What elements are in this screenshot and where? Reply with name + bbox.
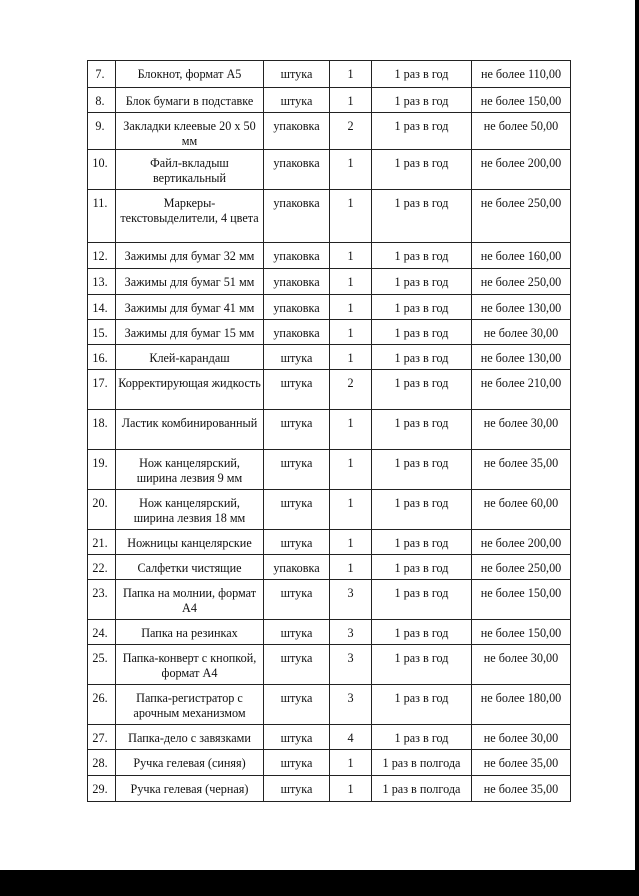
frequency-cell: 1 раз в год <box>372 345 472 370</box>
price-limit-cell: не более 35,00 <box>472 450 571 490</box>
item-name-cell: Зажимы для бумаг 41 мм <box>116 295 264 320</box>
row-number-cell: 7. <box>88 61 116 88</box>
quantity-cell: 1 <box>330 776 372 802</box>
frequency-cell: 1 раз в год <box>372 88 472 113</box>
table-row <box>88 410 571 450</box>
quantity-cell: 1 <box>330 320 372 345</box>
frequency-cell: 1 раз в полгода <box>372 750 472 776</box>
frequency-cell: 1 раз в год <box>372 490 472 530</box>
frequency-cell: 1 раз в год <box>372 555 472 580</box>
row-number-cell: 12. <box>88 243 116 269</box>
table-row <box>88 490 571 530</box>
price-limit-cell: не более 250,00 <box>472 555 571 580</box>
row-number-cell: 19. <box>88 450 116 490</box>
price-limit-cell: не более 160,00 <box>472 243 571 269</box>
item-name-cell: Клей-карандаш <box>116 345 264 370</box>
row-number-cell: 8. <box>88 88 116 113</box>
unit-cell: упаковка <box>264 243 330 269</box>
price-limit-cell: не более 200,00 <box>472 150 571 190</box>
frequency-cell: 1 раз в год <box>372 450 472 490</box>
frequency-cell: 1 раз в год <box>372 580 472 620</box>
table-body <box>88 61 571 802</box>
price-limit-cell: не более 250,00 <box>472 269 571 295</box>
row-number-cell: 9. <box>88 113 116 150</box>
table-row <box>88 320 571 345</box>
unit-cell: штука <box>264 776 330 802</box>
table-row <box>88 685 571 725</box>
item-name-cell: Ножницы канцелярские <box>116 530 264 555</box>
row-number-cell: 17. <box>88 370 116 410</box>
quantity-cell: 2 <box>330 113 372 150</box>
row-number-cell: 25. <box>88 645 116 685</box>
frequency-cell: 1 раз в год <box>372 530 472 555</box>
item-name-cell: Папка на молнии, формат А4 <box>116 580 264 620</box>
table-row <box>88 61 571 88</box>
row-number-cell: 10. <box>88 150 116 190</box>
frequency-cell: 1 раз в год <box>372 269 472 295</box>
price-limit-cell: не более 30,00 <box>472 410 571 450</box>
quantity-cell: 2 <box>330 370 372 410</box>
table-row <box>88 370 571 410</box>
quantity-cell: 3 <box>330 645 372 685</box>
table-row <box>88 243 571 269</box>
table-row <box>88 530 571 555</box>
quantity-cell: 1 <box>330 150 372 190</box>
unit-cell: штука <box>264 410 330 450</box>
unit-cell: упаковка <box>264 555 330 580</box>
table-row <box>88 150 571 190</box>
unit-cell: штука <box>264 580 330 620</box>
frequency-cell: 1 раз в год <box>372 113 472 150</box>
price-limit-cell: не более 30,00 <box>472 725 571 750</box>
quantity-cell: 3 <box>330 580 372 620</box>
quantity-cell: 1 <box>330 345 372 370</box>
price-limit-cell: не более 30,00 <box>472 320 571 345</box>
item-name-cell: Папка на резинках <box>116 620 264 645</box>
frequency-cell: 1 раз в год <box>372 243 472 269</box>
unit-cell: штука <box>264 61 330 88</box>
frequency-cell: 1 раз в год <box>372 61 472 88</box>
frequency-cell: 1 раз в год <box>372 295 472 320</box>
row-number-cell: 21. <box>88 530 116 555</box>
table-row <box>88 620 571 645</box>
row-number-cell: 26. <box>88 685 116 725</box>
item-name-cell: Нож канцелярский, ширина лезвия 18 мм <box>116 490 264 530</box>
quantity-cell: 1 <box>330 410 372 450</box>
item-name-cell: Ручка гелевая (черная) <box>116 776 264 802</box>
item-name-cell: Блок бумаги в подставке <box>116 88 264 113</box>
unit-cell: штука <box>264 645 330 685</box>
table-row <box>88 776 571 802</box>
item-name-cell: Зажимы для бумаг 32 мм <box>116 243 264 269</box>
price-limit-cell: не более 130,00 <box>472 345 571 370</box>
frequency-cell: 1 раз в год <box>372 685 472 725</box>
unit-cell: упаковка <box>264 269 330 295</box>
row-number-cell: 29. <box>88 776 116 802</box>
price-limit-cell: не более 150,00 <box>472 620 571 645</box>
row-number-cell: 13. <box>88 269 116 295</box>
price-limit-cell: не более 35,00 <box>472 750 571 776</box>
frequency-cell: 1 раз в год <box>372 725 472 750</box>
row-number-cell: 24. <box>88 620 116 645</box>
quantity-cell: 1 <box>330 555 372 580</box>
frequency-cell: 1 раз в год <box>372 410 472 450</box>
quantity-cell: 1 <box>330 243 372 269</box>
item-name-cell: Зажимы для бумаг 15 мм <box>116 320 264 345</box>
unit-cell: упаковка <box>264 113 330 150</box>
unit-cell: штука <box>264 685 330 725</box>
quantity-cell: 1 <box>330 450 372 490</box>
price-limit-cell: не более 200,00 <box>472 530 571 555</box>
quantity-cell: 1 <box>330 269 372 295</box>
table-row <box>88 725 571 750</box>
price-limit-cell: не более 150,00 <box>472 88 571 113</box>
frequency-cell: 1 раз в год <box>372 620 472 645</box>
row-number-cell: 18. <box>88 410 116 450</box>
row-number-cell: 14. <box>88 295 116 320</box>
row-number-cell: 28. <box>88 750 116 776</box>
quantity-cell: 3 <box>330 685 372 725</box>
item-name-cell: Зажимы для бумаг 51 мм <box>116 269 264 295</box>
row-number-cell: 15. <box>88 320 116 345</box>
item-name-cell: Ластик комбинированный <box>116 410 264 450</box>
item-name-cell: Папка-конверт с кнопкой, формат А4 <box>116 645 264 685</box>
quantity-cell: 1 <box>330 750 372 776</box>
unit-cell: штука <box>264 345 330 370</box>
scan-edge-bottom <box>0 870 639 896</box>
price-limit-cell: не более 130,00 <box>472 295 571 320</box>
item-name-cell: Закладки клеевые 20 x 50 мм <box>116 113 264 150</box>
table-row <box>88 345 571 370</box>
table-row <box>88 450 571 490</box>
price-limit-cell: не более 60,00 <box>472 490 571 530</box>
quantity-cell: 1 <box>330 295 372 320</box>
table-row <box>88 88 571 113</box>
table-row <box>88 269 571 295</box>
unit-cell: штука <box>264 450 330 490</box>
item-name-cell: Папка-дело с завязками <box>116 725 264 750</box>
unit-cell: штука <box>264 370 330 410</box>
item-name-cell: Салфетки чистящие <box>116 555 264 580</box>
unit-cell: штука <box>264 620 330 645</box>
quantity-cell: 1 <box>330 61 372 88</box>
price-limit-cell: не более 30,00 <box>472 645 571 685</box>
price-limit-cell: не более 180,00 <box>472 685 571 725</box>
row-number-cell: 20. <box>88 490 116 530</box>
row-number-cell: 22. <box>88 555 116 580</box>
unit-cell: штука <box>264 530 330 555</box>
unit-cell: упаковка <box>264 295 330 320</box>
price-limit-cell: не более 150,00 <box>472 580 571 620</box>
unit-cell: штука <box>264 88 330 113</box>
unit-cell: штука <box>264 750 330 776</box>
table-row <box>88 295 571 320</box>
unit-cell: штука <box>264 725 330 750</box>
price-limit-cell: не более 110,00 <box>472 61 571 88</box>
price-limit-cell: не более 210,00 <box>472 370 571 410</box>
table-row <box>88 645 571 685</box>
frequency-cell: 1 раз в год <box>372 370 472 410</box>
item-name-cell: Файл-вкладыш вертикальный <box>116 150 264 190</box>
scan-edge-right <box>635 0 639 896</box>
unit-cell: упаковка <box>264 320 330 345</box>
supplies-table <box>87 60 571 802</box>
item-name-cell: Нож канцелярский, ширина лезвия 9 мм <box>116 450 264 490</box>
quantity-cell: 1 <box>330 190 372 243</box>
frequency-cell: 1 раз в год <box>372 320 472 345</box>
quantity-cell: 1 <box>330 530 372 555</box>
price-limit-cell: не более 50,00 <box>472 113 571 150</box>
item-name-cell: Блокнот, формат А5 <box>116 61 264 88</box>
unit-cell: упаковка <box>264 190 330 243</box>
table-row <box>88 190 571 243</box>
price-limit-cell: не более 250,00 <box>472 190 571 243</box>
price-limit-cell: не более 35,00 <box>472 776 571 802</box>
table-row <box>88 113 571 150</box>
table-row <box>88 750 571 776</box>
item-name-cell: Папка-регистратор с арочным механизмом <box>116 685 264 725</box>
row-number-cell: 27. <box>88 725 116 750</box>
row-number-cell: 23. <box>88 580 116 620</box>
quantity-cell: 3 <box>330 620 372 645</box>
row-number-cell: 16. <box>88 345 116 370</box>
item-name-cell: Корректирующая жидкость <box>116 370 264 410</box>
unit-cell: упаковка <box>264 150 330 190</box>
frequency-cell: 1 раз в год <box>372 645 472 685</box>
frequency-cell: 1 раз в год <box>372 150 472 190</box>
quantity-cell: 1 <box>330 88 372 113</box>
row-number-cell: 11. <box>88 190 116 243</box>
quantity-cell: 1 <box>330 490 372 530</box>
item-name-cell: Маркеры-текстовыделители, 4 цвета <box>116 190 264 243</box>
quantity-cell: 4 <box>330 725 372 750</box>
unit-cell: штука <box>264 490 330 530</box>
frequency-cell: 1 раз в год <box>372 190 472 243</box>
item-name-cell: Ручка гелевая (синяя) <box>116 750 264 776</box>
table-row <box>88 580 571 620</box>
table-row <box>88 555 571 580</box>
frequency-cell: 1 раз в полгода <box>372 776 472 802</box>
